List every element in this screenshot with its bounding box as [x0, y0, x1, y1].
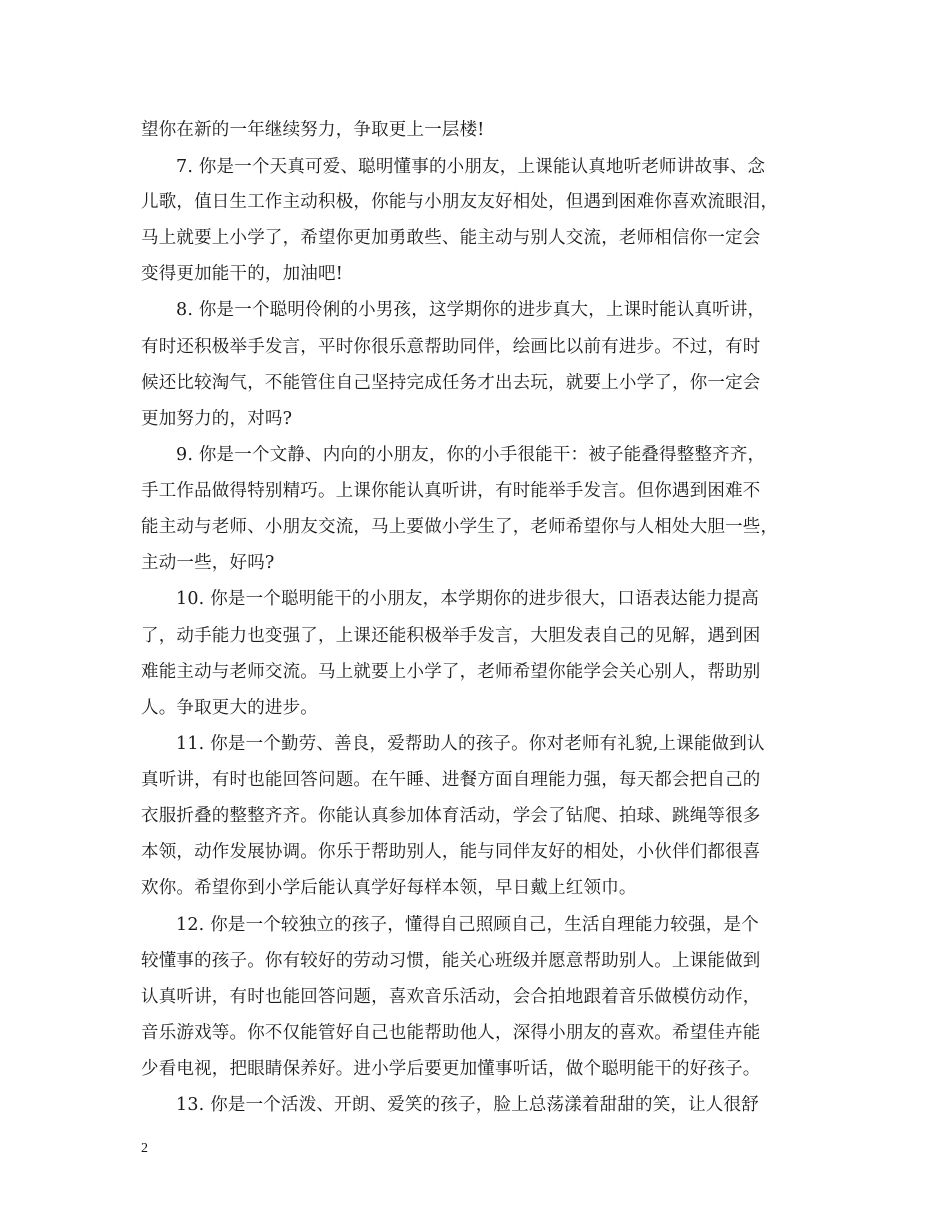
- text-line: 马上就要上小学了，希望你更加勇敢些、能主动与别人交流，老师相信你一定会: [141, 228, 761, 248]
- text-line: 望你在新的一年继续努力，争取更上一层楼!: [141, 120, 485, 140]
- text-line: 认真听讲，有时也能回答问题，喜欢音乐活动，会合拍地跟着音乐做模仿动作，: [141, 987, 761, 1007]
- item-9-line: 9. 你是一个文静、内向的小朋友，你的小手很能干：被子能叠得整整齐齐，: [176, 445, 766, 465]
- text-line: 有时还积极举手发言，平时你很乐意帮助同伴，绘画比以前有进步。不过，有时: [141, 337, 761, 357]
- text-line: 变得更加能干的，加油吧!: [141, 264, 343, 284]
- text-line: 音乐游戏等。你不仅能管好自己也能帮助他人，深得小朋友的喜欢。希望佳卉能: [141, 1023, 761, 1043]
- text-line: 候还比较淘气，不能管住自己坚持完成任务才出去玩，就要上小学了，你一定会: [141, 373, 761, 393]
- text-line: 较懂事的孩子。你有较好的劳动习惯，能关心班级并愿意帮助别人。上课能做到: [141, 951, 761, 971]
- text-line: 少看电视，把眼睛保养好。进小学后要更加懂事听话，做个聪明能干的好孩子。: [141, 1059, 761, 1079]
- text-line: 手工作品做得特别精巧。上课你能认真听讲，有时能举手发言。但你遇到困难不: [141, 481, 761, 501]
- text-line: 本领，动作发展协调。你乐于帮助别人，能与同伴友好的相处，小伙伴们都很喜: [141, 842, 761, 862]
- item-7-line: 7. 你是一个天真可爱、聪明懂事的小朋友，上课能认真地听老师讲故事、念: [176, 157, 766, 177]
- text-line: 难能主动与老师交流。马上就要上小学了，老师希望你能学会关心别人，帮助别: [141, 662, 761, 682]
- item-11-line: 11. 你是一个勤劳、善良，爱帮助人的孩子。你对老师有礼貌,上课能做到认: [176, 734, 765, 754]
- text-line: 主动一些，好吗?: [141, 553, 275, 573]
- text-line: 儿歌，值日生工作主动积极，你能与小朋友友好相处，但遇到困难你喜欢流眼泪，: [141, 192, 779, 212]
- page-number: 2: [141, 1141, 148, 1156]
- item-12-line: 12. 你是一个较独立的孩子，懂得自己照顾自己，生活自理能力较强，是个: [176, 915, 759, 935]
- text-line: 欢你。希望你到小学后能认真学好每样本领，早日戴上红领巾。: [141, 878, 637, 898]
- text-line: 真听讲，有时也能回答问题。在午睡、进餐方面自理能力强，每天都会把自己的: [141, 770, 761, 790]
- text-line: 衣服折叠的整整齐齐。你能认真参加体育活动，学会了钻爬、拍球、跳绳等很多: [141, 806, 761, 826]
- text-line: 了，动手能力也变强了，上课还能积极举手发言，大胆发表自己的见解，遇到困: [141, 626, 761, 646]
- text-line: 人。争取更大的进步。: [141, 698, 318, 718]
- item-13-line: 13. 你是一个活泼、开朗、爱笑的孩子，脸上总荡漾着甜甜的笑，让人很舒: [176, 1095, 759, 1115]
- text-line: 更加努力的，对吗?: [141, 409, 293, 429]
- item-10-line: 10. 你是一个聪明能干的小朋友，本学期你的进步很大，口语表达能力提高: [176, 589, 759, 609]
- item-8-line: 8. 你是一个聪明伶俐的小男孩，这学期你的进步真大，上课时能认真听讲，: [176, 300, 766, 320]
- text-line: 能主动与老师、小朋友交流，马上要做小学生了，老师希望你与人相处大胆一些，: [141, 517, 779, 537]
